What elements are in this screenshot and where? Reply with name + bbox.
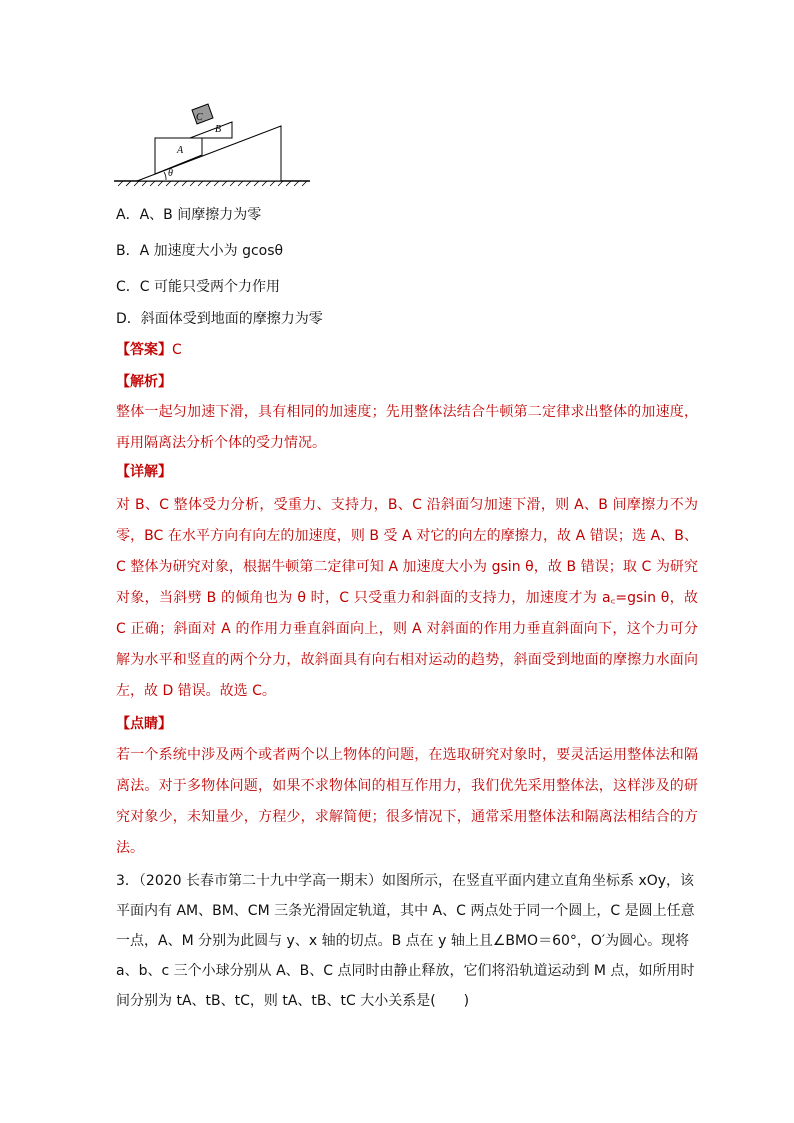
label-c: C (196, 112, 203, 123)
option-c (116, 277, 280, 297)
option-letter: A． (116, 207, 140, 223)
option-text: 斜面体受到地面的摩擦力为零 (140, 311, 323, 327)
answer-value: C (172, 342, 182, 358)
answer-tag: 【答案】 (116, 342, 172, 358)
option-d (116, 309, 323, 329)
option-b (116, 241, 283, 261)
label-a: A (177, 145, 184, 156)
incline-figure (112, 100, 312, 190)
label-b: B (215, 124, 222, 135)
question-number: 3． (116, 873, 139, 889)
block-b (190, 122, 232, 138)
label-theta: θ (168, 168, 173, 179)
analysis-tag: 【解析】 (116, 374, 172, 390)
option-letter: D． (116, 311, 141, 327)
option-text: A 加速度大小为 gcosθ (139, 243, 284, 259)
option-letter: B． (116, 243, 140, 259)
analysis-text: 整体一起匀加速下滑，具有相同的加速度；先用整体法结合牛顿第二定律求出整体的加速度，再用隔离法分析个体的受力情况。 (116, 404, 698, 451)
question-text: （2020 长春市第二十九中学高一期末）如图所示，在竖直平面内建立直角坐标系 xOy，该平面内有 AM、BM、CM 三条光滑固定轨道，其中 A、C 两点处于同一个圆上，C 是圆上任意一点，A、M 分别为此圆与 y、x 轴的切点。B 点在 y 轴上且∠BMO＝60°，O′为圆心。现将 a、b、c 三个小球分别从 A、B、C 点同时由静止释放，它们将沿轨道运动到 M 点，如所用时间分别为 tA、tB、tC，则 tA、tB、tC 大小关系是( ) (116, 873, 695, 1009)
option-a (116, 205, 261, 225)
answer-line (116, 340, 182, 360)
question-3 (116, 866, 700, 1016)
option-letter: C． (116, 279, 140, 295)
detail-tag: 【详解】 (116, 464, 172, 480)
option-text: A、B 间摩擦力为零 (139, 207, 262, 223)
detail-text: 对 B、C 整体受力分析，受重力、支持力，B、C 沿斜面匀加速下滑，则 A、B 间摩擦力不为零，BC 在水平方向有向左的加速度，则 B 受 A 对它的向左的摩擦力，故 A 错误；选 A、B、C 整体为研究对象，根据牛顿第二定律可知 A 加速度大小为 gsin θ，故 B 错误；取 C 为研究对象，当斜劈 B 的倾角也为 θ 时，C 只受重力和斜面的支持力，加速度才为 a꜀=gsin θ，故 C 正确；斜面对 A 的作用力垂直斜面向上，则 A 对斜面的作用力垂直斜面向下，这个力可分解为水平和竖直的两个分力，故斜面具有向右相对运动的趋势，斜面受到地面的摩擦力水面向左，故 D 错误。故选 C。 (116, 497, 698, 699)
option-text: C 可能只受两个力作用 (139, 279, 281, 295)
comment-text: 若一个系统中涉及两个或者两个以上物体的问题，在选取研究对象时，要灵活运用整体法和隔离法。对于多物体问题，如果不求物体间的相互作用力，我们优先采用整体法，这样涉及的研究对象少，未知量少，方程少，求解简便；很多情况下，通常采用整体法和隔离法相结合的方法。 (116, 747, 698, 856)
comment-tag: 【点睛】 (116, 716, 172, 732)
